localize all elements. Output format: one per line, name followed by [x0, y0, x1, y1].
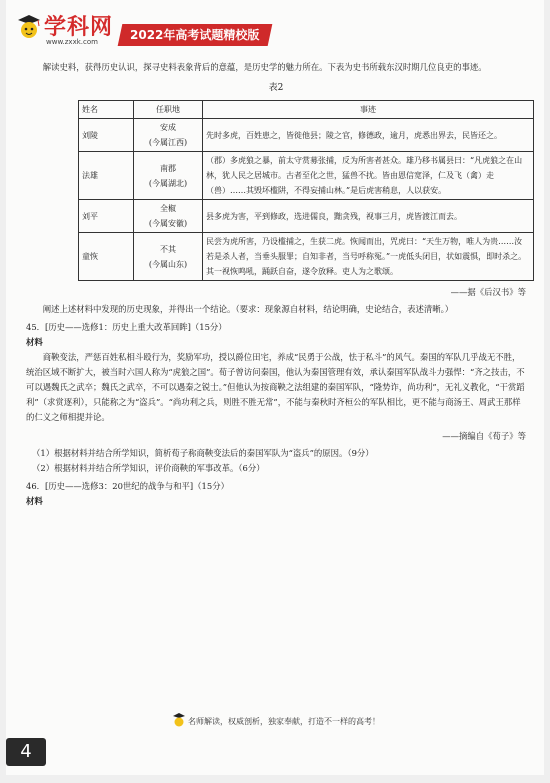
cell-name: 刘陵 [79, 119, 134, 152]
cell-post [134, 119, 203, 152]
table-row [79, 200, 534, 233]
cell-post [134, 200, 203, 233]
table-row [79, 233, 534, 281]
cell-deeds: 县多虎为害，平到修政，选进儒良，黜贪残，视事三月，虎皆渡江而去。 [203, 200, 534, 233]
document-page [6, 0, 544, 775]
table-row [79, 119, 534, 152]
footer-slogan: 名师解读，权威剖析，独家奉献，打造不一样的高考！ [188, 717, 380, 726]
cell-deeds: 先时多虎，百姓患之，皆徙他县；陵之官，修德政，逾月，虎悉出界去，民皆还之。 [203, 119, 534, 152]
cell-name: 刘平 [79, 200, 134, 233]
q45-material-label: 材料 [26, 337, 43, 347]
post-modern: (今属山东) [148, 259, 188, 269]
cell-name: 童恢 [79, 233, 134, 281]
cell-deeds: （郡）多虎狼之暴，前太守赏募张捕，反为所害者甚众。雄乃移书属县曰：“凡虎狼之在山林，犹人民之居城市。古者至化之世，猛兽不扰。皆由恩信宽泽，仁及飞（禽）走（兽）……其毁坏槛阱，不得妄捕山林。”是后虎害稍息，人以获安。 [203, 152, 534, 200]
table-title: 表2 [268, 83, 284, 93]
page-number-badge: 4 [6, 738, 46, 766]
q46-heading: 46．[历史——选修3：20世纪的战争与和平]（15分） [26, 481, 229, 491]
header-cell-deeds: 事迹 [203, 101, 534, 119]
site-url: www.zxxk.com [46, 38, 98, 46]
page-header [16, 10, 536, 52]
q45-source: ——摘编自《荀子》等 [442, 431, 526, 441]
header-cell-post: 任职地 [134, 101, 203, 119]
post-modern: (今属江西) [148, 138, 188, 147]
cell-post [134, 152, 203, 200]
footer-mascot-icon [172, 712, 186, 728]
q45-material: 商鞅变法，严惩百姓私相斗殴行为，奖励军功，授以爵位田宅，养成“民勇于公战，怯于私斗”的风气。秦国的军队几乎战无不胜，统治区域不断扩大，被当时六国人称为“虎狼之国”。荀子曾访问秦国，他认为秦国管理有效，承认秦国军队战斗力强悍：“齐之技击，不可以遇魏氏之武卒；魏氏之武卒，不可以遇秦之锐士。”但他认为按商鞅之法组建的秦国军队，“隆势诈，尚功利”，无礼义教化，“干赏蹈利”（求赏逐利），只能称之为“盗兵”。“尚功利之兵，则胜不胜无常”，不能与秦秋时齐桓公的军队相比，更不能与商汤王、周武王那样的仁义之师相提并论。 [26, 352, 525, 422]
q45-heading: 45．[历史——选修1：历史上重大改革回眸]（15分） [26, 322, 227, 332]
q45-question-1: （1）根据材料并结合所学知识，简析荀子称商鞅变法后的秦国军队为“盗兵”的原因。（9分） [32, 448, 374, 458]
cell-name: 法雄 [79, 152, 134, 200]
post-modern: (今属安徽) [148, 219, 188, 228]
page-content [26, 60, 526, 509]
intro-paragraph: 解读史料，获得历史认识，探寻史料表象背后的意蕴，是历史学的魅力所在。下表为史书所载东汉时期几位良吏的事迹。 [42, 62, 487, 72]
cell-deeds: 民尝为虎所害，乃设槛捕之，生获二虎。恢闻而出，咒虎曰：“天生万物，唯人为贵……汝若是杀人者，当垂头服罪；自知非者，当号呼称冤。”一虎低头闭目，状如震惧，即时杀之。其一视恢鸣吼，踊跃自奋，遂令放释。吏人为之歌颂。 [203, 233, 534, 281]
post-place: 安成 [160, 123, 176, 132]
cell-post [134, 233, 203, 281]
site-logo-text: 学科网 [44, 15, 114, 40]
banner-text: 2022年高考试题精校版 [130, 28, 260, 42]
table-source: ——据《后汉书》等 [450, 287, 526, 297]
q44-task: 阐述上述材料中发现的历史现象，并得出一个结论。（要求：现象源自材料，结论明确，史论结合，表述清晰。） [42, 304, 454, 314]
officials-table [78, 100, 534, 281]
post-place: 南郡 [160, 163, 176, 173]
header-banner [118, 24, 273, 46]
post-modern: (今属湖北) [148, 178, 188, 188]
table-header-row [79, 101, 534, 119]
post-place: 不其 [160, 244, 176, 254]
mascot-logo-icon [16, 12, 42, 42]
q45-question-2: （2）根据材料并结合所学知识，评价商鞅的军事改革。（6分） [32, 463, 265, 473]
header-cell-name: 姓名 [79, 101, 134, 119]
table-row [79, 152, 534, 200]
post-place: 全椒 [160, 204, 176, 213]
q46-material-label: 材料 [26, 496, 43, 506]
